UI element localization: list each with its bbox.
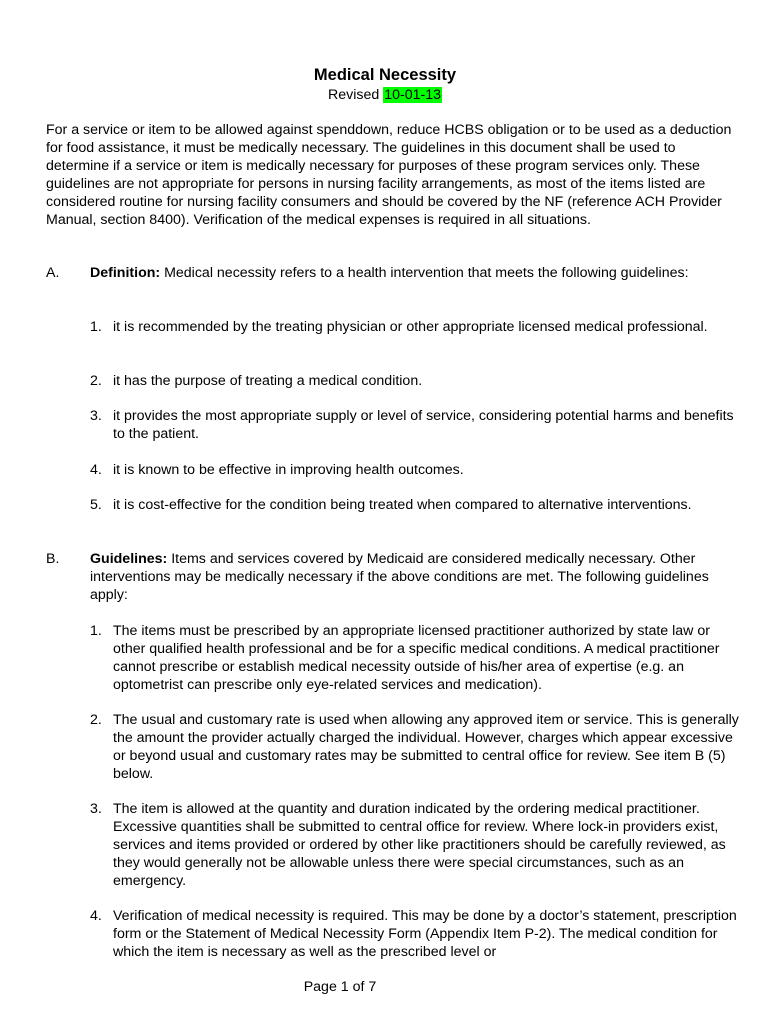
intro-paragraph: For a service or item to be allowed against spenddown, reduce HCBS obligation or to be used as a deduction for food assistance, it must be medically necessary. The guidelines in this document shall be used to determine if a service or item is medically necessary for purposes of these program services only. These guidelines are not appropriate for persons in nursing facility arrangements, as most of the items listed are considered routine for nursing facility consumers and should be covered by the NF (reference ACH Provider Manual, section 8400). Verification of the medical expenses is required in all situations. bbox=[46, 122, 732, 228]
item-number: 2. bbox=[90, 373, 102, 389]
item-number: 1. bbox=[90, 319, 102, 335]
section-a-label: A. bbox=[46, 265, 60, 281]
item-text: The item is allowed at the quantity and duration indicated by the ordering medical practitioner. Excessive quantities shall be submitted to central office for review. Where lock-in providers exist, services and items provided or ordered by other like practitioners should be carefully reviewed, as they would generally not be allowable unless there were special circumstances, such as an emergency. bbox=[113, 801, 726, 889]
item-text: it is recommended by the treating physician or other appropriate licensed medical professional. bbox=[113, 319, 708, 335]
item-number: 2. bbox=[90, 712, 102, 728]
document-title: Medical Necessity bbox=[313, 66, 457, 84]
item-text: it provides the most appropriate supply or level of service, considering potential harms and benefits to the patient. bbox=[113, 408, 734, 442]
item-number: 5. bbox=[90, 497, 102, 513]
revised-label: Revised bbox=[327, 87, 380, 103]
section-b-text: Items and services covered by Medicaid are considered medically necessary. Other interventions may be medically necessary if the above conditions are met. The following guidelines apply: bbox=[90, 551, 709, 603]
item-number: 1. bbox=[90, 623, 102, 639]
page-number: Page 1 of 7 bbox=[303, 979, 377, 995]
item-number: 4. bbox=[90, 908, 102, 924]
item-text: it is known to be effective in improving health outcomes. bbox=[113, 462, 464, 478]
revised-line bbox=[0, 86, 770, 104]
section-a-heading: Definition: bbox=[90, 265, 161, 281]
section-a-definition bbox=[90, 264, 740, 282]
item-number: 3. bbox=[90, 801, 102, 817]
item-text: The items must be prescribed by an appropriate licensed practitioner authorized by state law or other qualified health professional and be for a specific medical conditions. A medical practitioner cannot prescribe or establish medical necessity outside of his/her area of expertise (e.g. an optometrist can prescribe only eye-related services and medication). bbox=[113, 623, 720, 693]
section-b-label: B. bbox=[46, 551, 60, 567]
item-text: Verification of medical necessity is required. This may be done by a doctor’s statement, prescription form or the Statement of Medical Necessity Form (Appendix Item P-2). The medical condition for which the item is necessary as well as the prescribed level or bbox=[113, 908, 737, 960]
item-text: it has the purpose of treating a medical condition. bbox=[113, 373, 423, 389]
item-number: 4. bbox=[90, 462, 102, 478]
item-number: 3. bbox=[90, 408, 102, 424]
item-text: The usual and customary rate is used when allowing any approved item or service. This is generally the amount the provider actually charged the individual. However, charges which appear excessive or beyond usual and customary rates may be submitted to central office for review. See item B (5) below. bbox=[113, 712, 739, 782]
section-a-text: Medical necessity refers to a health intervention that meets the following guidelines: bbox=[160, 265, 689, 281]
revised-date: 10-01-13 bbox=[384, 87, 441, 103]
section-b-heading: Guidelines: bbox=[90, 551, 168, 567]
section-b-guidelines bbox=[90, 550, 740, 604]
item-text: it is cost-effective for the condition being treated when compared to alternative interventions. bbox=[113, 497, 692, 513]
